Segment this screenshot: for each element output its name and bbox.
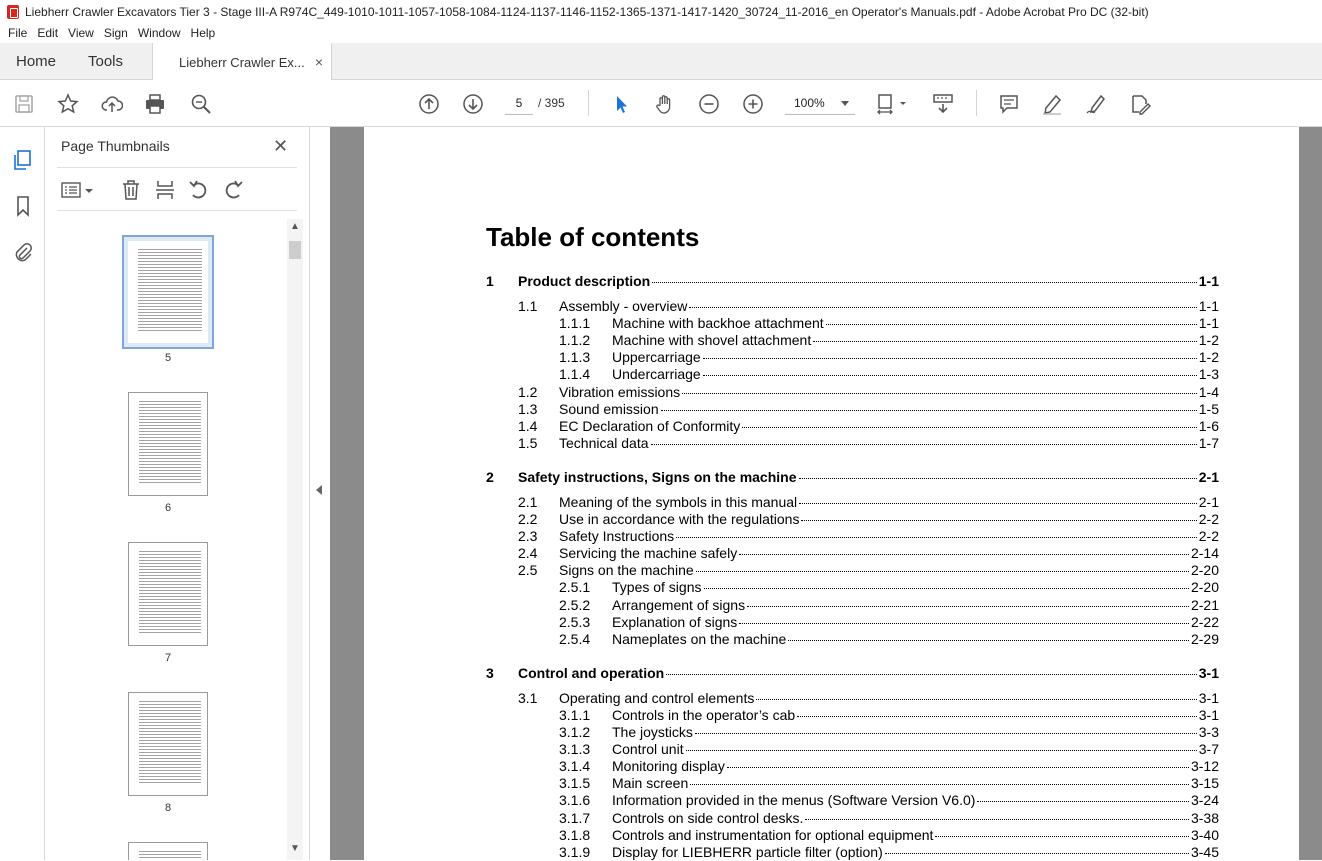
toc-entry[interactable] — [364, 631, 1299, 648]
rotate-counterclockwise-icon[interactable] — [187, 178, 211, 202]
toc-page-number: 3-15 — [1190, 775, 1219, 792]
toc-page-number: 3-1 — [1198, 664, 1219, 681]
dot-leader — [739, 554, 1189, 555]
zoom-out-icon[interactable] — [697, 92, 721, 116]
menu-help[interactable]: Help — [190, 26, 216, 40]
toc-number: 3 — [486, 664, 494, 681]
toc-number: 3.1.7 — [559, 809, 591, 826]
toc-page-number: 3-45 — [1190, 843, 1219, 860]
dot-leader — [651, 444, 1197, 445]
toc-title: Vibration emissions — [559, 383, 681, 400]
menu-edit[interactable]: Edit — [37, 26, 59, 40]
page-fit-icon[interactable] — [876, 92, 910, 116]
toc-number: 2.5 — [518, 562, 538, 579]
main-toolbar — [0, 80, 1322, 127]
dot-leader — [935, 836, 1189, 837]
toc-title: The joysticks — [612, 724, 693, 740]
dot-leader — [727, 767, 1189, 768]
hand-tool-icon[interactable] — [653, 92, 677, 116]
toc-title: Display for LIEBHERR particle filter (option) — [612, 843, 883, 860]
toc-title: Servicing the machine safely — [559, 545, 738, 562]
toc-number: 1.1.3 — [559, 349, 591, 366]
menu-bar — [0, 23, 1322, 43]
toc-number: 1.3 — [518, 400, 538, 417]
toc-number: 2.5.3 — [559, 613, 591, 630]
dot-leader — [747, 606, 1189, 607]
close-icon[interactable]: ✕ — [273, 136, 289, 156]
toc-entry[interactable] — [364, 707, 1299, 724]
toc-page-number: 3-3 — [1198, 724, 1219, 740]
previous-page-icon[interactable] — [417, 92, 441, 116]
print-icon[interactable] — [143, 92, 167, 116]
toc-number: 1.1 — [518, 298, 538, 314]
toc-entry[interactable] — [364, 792, 1299, 809]
toc-number: 3.1.4 — [559, 758, 591, 775]
toc-entry[interactable] — [364, 827, 1299, 844]
toc-page-number: 1-1 — [1198, 298, 1219, 314]
menu-window[interactable]: Window — [137, 26, 181, 40]
dot-leader — [742, 427, 1196, 428]
thumbnail-label: 5 — [164, 352, 172, 364]
toc-page-number: 1-5 — [1198, 400, 1219, 417]
toc-title: Controls on side control desks. — [612, 809, 804, 826]
tab-document[interactable] — [152, 43, 332, 81]
toc-title: Main screen — [612, 775, 689, 792]
split-page-icon[interactable] — [153, 178, 177, 202]
toc-number: 3.1.8 — [559, 826, 591, 843]
toc-page-number: 2-20 — [1190, 579, 1219, 596]
dot-leader — [652, 282, 1197, 283]
toc-entry[interactable] — [364, 435, 1299, 452]
toc-title: Machine with backhoe attachment — [612, 315, 824, 332]
toc-page-number: 3-1 — [1198, 706, 1219, 723]
toc-page-number: 3-12 — [1190, 758, 1219, 775]
toc-title: Technical data — [559, 434, 649, 451]
toc-title: Controls and instrumentation for optional equipment — [612, 826, 934, 843]
toc-title: EC Declaration of Conformity — [559, 417, 741, 434]
toc-chapter[interactable] — [364, 665, 1299, 682]
dot-leader — [690, 784, 1189, 785]
panel-collapse-handle[interactable] — [310, 127, 330, 860]
tab-document-label: Liebherr Crawler Ex... — [179, 54, 305, 70]
select-cursor-icon[interactable] — [609, 92, 633, 116]
toc-entry[interactable] — [364, 758, 1299, 775]
toc-title: Control and operation — [518, 664, 665, 681]
zoom-level-value: 100% — [794, 96, 825, 110]
dot-leader — [885, 853, 1189, 854]
toc-page-number: 2-14 — [1190, 545, 1219, 562]
title-bar — [0, 0, 1322, 23]
toc-title: Information provided in the menus (Software Version V6.0) — [612, 792, 976, 809]
dot-leader — [704, 588, 1189, 589]
toolbar-divider — [976, 90, 977, 116]
toc-number: 3.1 — [518, 689, 538, 706]
toc-entry[interactable] — [364, 690, 1299, 707]
toc-entry[interactable] — [364, 511, 1299, 528]
page-title: Table of contents — [486, 222, 700, 252]
toc-number: 1.1.4 — [559, 366, 591, 383]
tab-home[interactable]: Home — [16, 53, 57, 70]
toc-entry[interactable] — [364, 332, 1299, 349]
toc-page-number: 2-2 — [1198, 511, 1219, 527]
toc-entry[interactable] — [364, 298, 1299, 315]
toc-number: 2.1 — [518, 493, 538, 510]
tab-close-icon[interactable]: × — [314, 54, 323, 70]
toc-number: 1.4 — [518, 417, 538, 434]
fill-sign-icon[interactable] — [1084, 92, 1108, 116]
toc-title: Nameplates on the machine — [612, 630, 787, 647]
toc-page-number: 1-3 — [1198, 366, 1219, 383]
page-thumbnail[interactable] — [128, 392, 208, 496]
dot-leader — [689, 307, 1196, 308]
toc-entry[interactable] — [364, 597, 1299, 614]
dot-leader — [703, 375, 1197, 376]
dot-leader — [661, 410, 1197, 411]
dot-leader — [676, 537, 1197, 538]
toc-page-number: 3-7 — [1198, 741, 1219, 758]
dot-leader — [696, 571, 1189, 572]
toc-entry[interactable] — [364, 810, 1299, 827]
dot-leader — [739, 623, 1189, 624]
dot-leader — [801, 520, 1196, 521]
upload-cloud-icon[interactable] — [100, 92, 124, 116]
dot-leader — [799, 503, 1197, 504]
toc-entry[interactable] — [364, 384, 1299, 401]
toc-number: 2.5.2 — [559, 596, 591, 613]
toc-entry[interactable] — [364, 724, 1299, 741]
toc-entry[interactable] — [364, 401, 1299, 418]
toc-number: 1 — [486, 273, 494, 289]
navigation-rail — [0, 127, 45, 860]
thumbnail-scrollbar[interactable] — [287, 219, 303, 860]
page-thumbnail[interactable] — [128, 542, 208, 646]
toc-chapter[interactable] — [364, 273, 1299, 290]
dot-leader — [805, 819, 1189, 820]
scrolling-mode-icon[interactable] — [931, 92, 955, 116]
dot-leader — [756, 699, 1196, 700]
toc-page-number: 1-7 — [1198, 434, 1219, 451]
toc-title: Signs on the machine — [559, 562, 694, 579]
toc-page-number: 3-24 — [1190, 792, 1219, 809]
toc-entry[interactable] — [364, 579, 1299, 596]
toc-entry[interactable] — [364, 494, 1299, 511]
toc-page-number: 3-1 — [1198, 689, 1219, 706]
dot-leader — [977, 801, 1189, 802]
toc-page-number: 1-4 — [1198, 383, 1219, 400]
thumbnail-label: 8 — [164, 802, 172, 814]
toc-number: 2.2 — [518, 511, 538, 527]
dot-leader — [703, 358, 1197, 359]
toc-entry[interactable] — [364, 545, 1299, 562]
toc-page-number: 2-2 — [1198, 528, 1219, 545]
toc-page-number: 2-29 — [1190, 630, 1219, 647]
page-thumbnail[interactable] — [122, 235, 214, 349]
toc-number: 3.1.5 — [559, 775, 591, 792]
document-viewer — [330, 127, 1322, 860]
toc-page-number: 2-22 — [1190, 613, 1219, 630]
scroll-down-arrow-icon[interactable]: ▼ — [290, 843, 300, 854]
toc-entry[interactable] — [364, 614, 1299, 631]
toc-page-number: 1-6 — [1198, 417, 1219, 434]
menu-sign[interactable]: Sign — [103, 26, 128, 40]
toc-title: Safety Instructions — [559, 528, 675, 545]
window-title: Liebherr Crawler Excavators Tier 3 - Stage III-A R974C_449-1010-1011-1057-1058-1084-1124-1137-1146-1152-1365-1371-1417-1420_30724_11-2016_en Operator's Manuals.pdf - Adobe Acrobat Pro DC (32-bit) — [25, 4, 1149, 19]
toc-page-number: 1-1 — [1198, 273, 1219, 289]
toc-number: 1.1.2 — [559, 332, 591, 349]
next-page-icon[interactable] — [461, 92, 485, 116]
toc-title: Machine with shovel attachment — [612, 332, 812, 349]
toc-number: 2.3 — [518, 528, 538, 545]
page-thumbnails-icon[interactable] — [10, 147, 36, 173]
panel-toolbar — [57, 167, 297, 211]
menu-file[interactable]: File — [8, 26, 28, 40]
dot-leader — [797, 716, 1197, 717]
toc-title: Types of signs — [612, 579, 702, 596]
edit-pdf-icon[interactable] — [1128, 92, 1152, 116]
thumbnail-label: 6 — [164, 502, 172, 514]
pdf-page — [364, 127, 1299, 860]
tab-bar — [0, 43, 1322, 80]
page-thumbnail[interactable] — [128, 842, 208, 860]
toc-title: Controls in the operator’s cab — [612, 706, 796, 723]
toc-page-number: 1-1 — [1198, 315, 1219, 332]
comment-icon[interactable] — [997, 92, 1021, 116]
toc-page-number: 3-38 — [1190, 809, 1219, 826]
toc-entry[interactable] — [364, 844, 1299, 861]
toc-entry[interactable] — [364, 315, 1299, 332]
save-icon[interactable] — [12, 92, 36, 116]
toc-title: Safety instructions, Signs on the machine — [518, 468, 797, 485]
toc-page-number: 1-2 — [1198, 332, 1219, 349]
toc-number: 3.1.9 — [559, 843, 591, 860]
toc-title: Product description — [518, 273, 651, 289]
toc-title: Monitoring display — [612, 758, 725, 775]
toc-number: 3.1.1 — [559, 706, 591, 723]
toc-title: Explanation of signs — [612, 613, 738, 630]
toc-title: Assembly - overview — [559, 298, 688, 314]
toc-title: Uppercarriage — [612, 349, 701, 366]
dot-leader — [826, 324, 1197, 325]
toc-page-number: 2-1 — [1198, 493, 1219, 510]
dot-leader — [788, 640, 1189, 641]
toc-entry[interactable] — [364, 349, 1299, 366]
menu-view[interactable]: View — [68, 26, 94, 40]
panel-title: Page Thumbnails — [61, 138, 170, 154]
zoom-search-icon[interactable] — [189, 92, 213, 116]
toc-number: 1.2 — [518, 383, 538, 400]
toc-page-number: 2-21 — [1190, 596, 1219, 613]
options-menu-icon[interactable] — [60, 178, 96, 202]
tab-tools[interactable]: Tools — [88, 53, 124, 70]
toc-number: 2.5.4 — [559, 630, 591, 647]
thumbnail-list — [45, 219, 287, 860]
toc-page-number: 1-2 — [1198, 349, 1219, 366]
page-thumbnails-panel — [45, 127, 310, 860]
toc-entry[interactable] — [364, 528, 1299, 545]
dot-leader — [695, 733, 1197, 734]
toc-title: Use in accordance with the regulations — [559, 511, 800, 527]
page-total: / 395 — [538, 96, 565, 110]
delete-page-icon[interactable] — [119, 178, 143, 202]
collapse-arrow-icon — [316, 485, 322, 495]
attachments-icon[interactable] — [10, 239, 36, 265]
toc-number: 3.1.3 — [559, 741, 591, 758]
toc-entry[interactable] — [364, 418, 1299, 435]
scrollbar-thumb[interactable] — [289, 241, 301, 259]
toc-entry[interactable] — [364, 562, 1299, 579]
toolbar-divider — [588, 90, 589, 116]
toc-title: Arrangement of signs — [612, 596, 746, 613]
dot-leader — [799, 478, 1197, 479]
bookmark-star-icon[interactable] — [56, 92, 80, 116]
toc-title: Control unit — [612, 741, 684, 758]
toc-chapter[interactable] — [364, 469, 1299, 486]
rotate-clockwise-icon[interactable] — [221, 178, 245, 202]
toc-entry[interactable] — [364, 741, 1299, 758]
highlight-pen-icon[interactable] — [1040, 92, 1064, 116]
toc-number: 3.1.2 — [559, 724, 591, 740]
acrobat-app-icon — [7, 5, 19, 19]
toc-number: 2 — [486, 468, 494, 485]
zoom-in-icon[interactable] — [741, 92, 765, 116]
bookmarks-icon[interactable] — [10, 193, 36, 219]
toc-title: Meaning of the symbols in this manual — [559, 493, 798, 510]
page-number-input[interactable]: 5 — [505, 91, 533, 115]
toc-entry[interactable] — [364, 775, 1299, 792]
zoom-level-select[interactable] — [785, 91, 855, 115]
toc-number: 2.4 — [518, 545, 538, 562]
thumbnail-label: 7 — [164, 652, 172, 664]
dot-leader — [682, 393, 1197, 394]
toc-page-number: 3-40 — [1190, 826, 1219, 843]
toc-number: 2.5.1 — [559, 579, 591, 596]
toc-number: 3.1.6 — [559, 792, 591, 809]
dot-leader — [813, 341, 1197, 342]
page-thumbnail[interactable] — [128, 692, 208, 796]
toc-number: 1.1.1 — [559, 315, 591, 332]
toc-title: Undercarriage — [612, 366, 701, 383]
chevron-down-icon — [841, 101, 849, 106]
dot-leader — [666, 674, 1197, 675]
toc-entry[interactable] — [364, 366, 1299, 383]
toc-title: Operating and control elements — [559, 689, 755, 706]
scroll-up-arrow-icon[interactable]: ▲ — [290, 221, 300, 232]
dot-leader — [686, 750, 1197, 751]
toc-title: Sound emission — [559, 400, 659, 417]
toc-page-number: 2-20 — [1190, 562, 1219, 579]
toc-page-number: 2-1 — [1198, 468, 1219, 485]
toc-number: 1.5 — [518, 434, 538, 451]
